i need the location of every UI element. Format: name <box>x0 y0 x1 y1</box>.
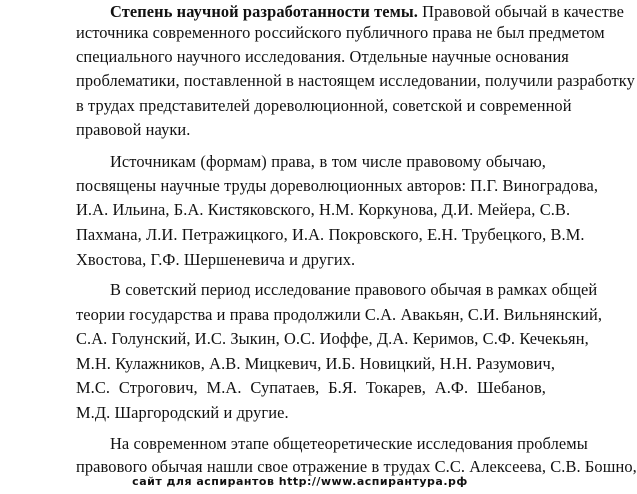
paragraph-3-line-5: М.С. Строгович, М.А. Супатаев, Б.Я. Токарев, А.Ф. Шебанов, <box>76 378 546 397</box>
section-heading: Степень научной разработанности темы. <box>110 2 418 21</box>
paragraph-1-line-1 <box>110 2 624 22</box>
paragraph-3-line-4: М.Н. Кулажников, А.В. Мицкевич, И.Б. Новицкий, Н.Н. Разумович, <box>76 354 556 373</box>
paragraph-2-line-5: Хвостова, Г.Ф. Шершеневича и других. <box>76 250 356 269</box>
paragraph-3-line-2: теории государства и права продолжили С.А. Авакьян, С.И. Вильнянский, <box>76 305 603 324</box>
paragraph-4-line-2: правового обычая нашли свое отражение в трудах С.С. Алексеева, С.В. Бошно, <box>76 457 637 476</box>
paragraph-1-line-4: проблематики, поставленной в настоящем исследовании, получили разработку <box>76 71 635 90</box>
paragraph-1-line-6: правовой науки. <box>76 120 191 139</box>
paragraph-2-line-4: Пахмана, Л.И. Петражицкого, И.А. Покровского, Е.Н. Трубецкого, В.М. <box>76 225 585 244</box>
paragraph-3-line-1: В советский период исследование правового обычая в рамках общей <box>110 280 598 299</box>
paragraph-2-line-1: Источникам (формам) права, в том числе правовому обычаю, <box>110 152 546 171</box>
paragraph-3-line-3: С.А. Голунский, И.С. Зыкин, О.С. Иоффе, Д.А. Керимов, С.Ф. Кечекьян, <box>76 329 589 348</box>
paragraph-2-line-3: И.А. Ильина, Б.А. Кистяковского, Н.М. Коркунова, Д.И. Мейера, С.В. <box>76 200 571 219</box>
paragraph-1-line-5: в трудах представителей дореволюционной, советской и современной <box>76 96 572 115</box>
paragraph-1-line-2: источника современного российского публичного права не был предметом <box>76 23 605 42</box>
paragraph-1-line-1-text: Правовой обычай в качестве <box>417 2 624 21</box>
paragraph-4-line-1: На современном этапе общетеоретические исследования проблемы <box>110 434 588 453</box>
paragraph-1-line-3: специального научного исследования. Отдельные научные основания <box>76 47 569 66</box>
paragraph-2-line-2: посвящены научные труды дореволюционных авторов: П.Г. Виноградова, <box>76 176 599 195</box>
paragraph-3-line-6: М.Д. Шаргородский и другие. <box>76 403 289 422</box>
site-footer-watermark: сайт для аспирантов http://www.аспирантура.рф <box>132 475 468 488</box>
